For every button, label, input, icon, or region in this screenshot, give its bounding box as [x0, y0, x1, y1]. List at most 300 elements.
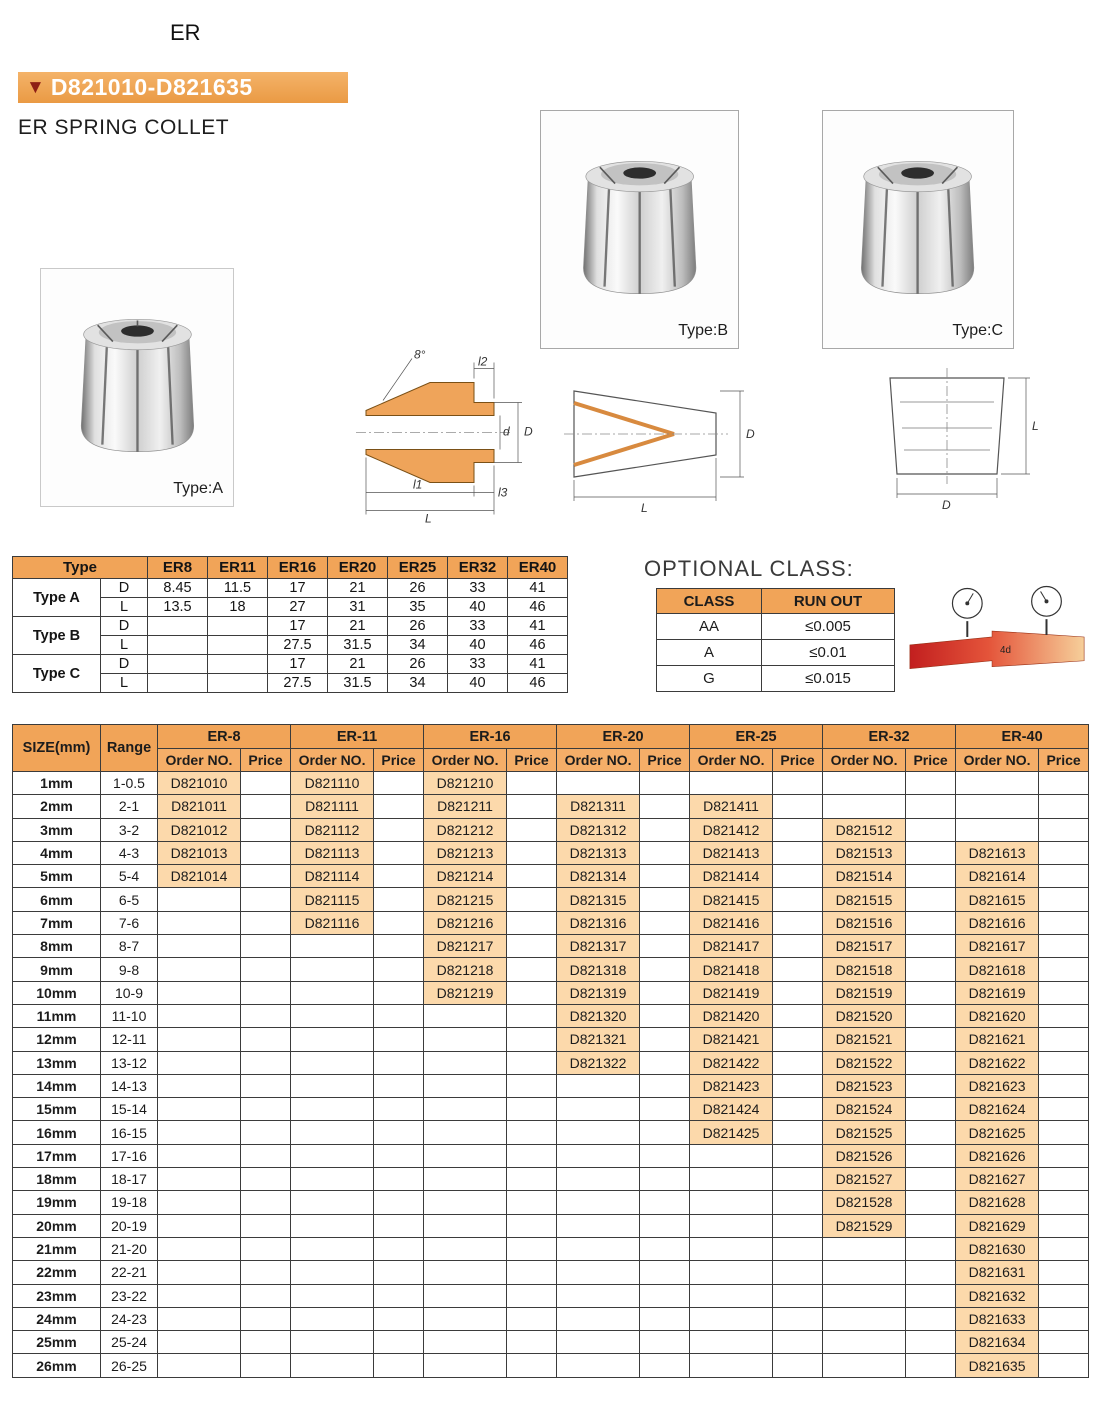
price-cell	[241, 865, 291, 888]
price-cell	[507, 1074, 557, 1097]
er8-header: ER8	[148, 557, 208, 579]
order-no-cell: D821014	[158, 865, 241, 888]
price-subheader: Price	[773, 749, 823, 772]
order-no-cell: D821425	[690, 1121, 773, 1144]
order-no-cell	[424, 1354, 507, 1377]
price-cell	[773, 841, 823, 864]
range-cell: 12-11	[101, 1028, 158, 1051]
photo-type-c	[822, 110, 1014, 349]
price-cell	[640, 1028, 690, 1051]
dim-type-label: Type A	[13, 579, 101, 617]
order-no-cell: D821519	[823, 981, 906, 1004]
order-no-cell: D821517	[823, 935, 906, 958]
size-cell: 5mm	[13, 865, 101, 888]
price-cell	[1039, 1098, 1089, 1121]
price-cell	[507, 1191, 557, 1214]
price-cell	[1039, 1028, 1089, 1051]
order-no-cell: D821620	[956, 1004, 1039, 1027]
dim-value	[208, 636, 268, 655]
order-row	[13, 841, 1089, 864]
order-no-cell	[158, 1214, 241, 1237]
price-cell	[241, 1191, 291, 1214]
price-cell	[241, 1051, 291, 1074]
order-no-cell	[291, 1098, 374, 1121]
order-no-cell: D821631	[956, 1261, 1039, 1284]
price-cell	[773, 772, 823, 795]
order-no-cell	[690, 1354, 773, 1377]
order-no-cell: D821113	[291, 841, 374, 864]
price-cell	[773, 1261, 823, 1284]
class-row	[657, 640, 895, 666]
order-no-cell	[424, 1074, 507, 1097]
price-cell	[241, 911, 291, 934]
order-no-cell: D821520	[823, 1004, 906, 1027]
size-cell: 16mm	[13, 1121, 101, 1144]
order-row	[13, 1237, 1089, 1260]
order-no-cell	[291, 1168, 374, 1191]
order-no-cell: D821615	[956, 888, 1039, 911]
order-no-cell	[158, 1028, 241, 1051]
price-cell	[906, 1237, 956, 1260]
price-cell	[640, 981, 690, 1004]
order-no-cell	[424, 1168, 507, 1191]
dim-type-label: Type C	[13, 655, 101, 693]
order-no-subheader: Order NO.	[823, 749, 906, 772]
price-cell	[1039, 1307, 1089, 1330]
order-row	[13, 1074, 1089, 1097]
price-cell	[374, 865, 424, 888]
dim-letter: D	[101, 579, 148, 598]
price-cell	[906, 888, 956, 911]
price-cell	[906, 1284, 956, 1307]
size-cell: 9mm	[13, 958, 101, 981]
order-row	[13, 1168, 1089, 1191]
order-no-cell	[291, 1121, 374, 1144]
order-no-cell: D821627	[956, 1168, 1039, 1191]
order-row	[13, 1028, 1089, 1051]
range-cell: 8-7	[101, 935, 158, 958]
size-cell: 21mm	[13, 1237, 101, 1260]
price-cell	[374, 1307, 424, 1330]
order-no-cell	[424, 1028, 507, 1051]
er-group-header: ER-16	[424, 725, 557, 749]
price-cell	[241, 1237, 291, 1260]
size-cell: 6mm	[13, 888, 101, 911]
dim-table-body	[13, 579, 568, 693]
price-cell	[773, 818, 823, 841]
profile-shape	[890, 368, 1004, 484]
price-cell	[1039, 1284, 1089, 1307]
order-no-cell: D821617	[956, 935, 1039, 958]
range-cell: 26-25	[101, 1354, 158, 1377]
order-no-cell	[690, 1144, 773, 1167]
order-no-cell: D821214	[424, 865, 507, 888]
price-cell	[1039, 841, 1089, 864]
order-no-cell	[291, 1051, 374, 1074]
price-cell	[1039, 1004, 1089, 1027]
price-cell	[640, 1214, 690, 1237]
price-cell	[507, 1051, 557, 1074]
range-cell: 17-16	[101, 1144, 158, 1167]
range-cell: 4-3	[101, 841, 158, 864]
order-no-cell: D821011	[158, 795, 241, 818]
dim-value: 11.5	[208, 579, 268, 598]
price-cell	[906, 1214, 956, 1237]
er-group-header: ER-32	[823, 725, 956, 749]
order-no-cell: D821528	[823, 1191, 906, 1214]
class-value: AA	[657, 614, 762, 640]
dim-value	[148, 617, 208, 636]
dim-value	[148, 674, 208, 693]
down-triangle-icon: ▼	[26, 77, 45, 98]
order-row	[13, 1191, 1089, 1214]
order-no-cell: D821322	[557, 1051, 640, 1074]
price-cell	[640, 911, 690, 934]
L-label: L	[641, 501, 648, 515]
price-cell	[241, 1168, 291, 1191]
angle-label: 8°	[414, 347, 426, 362]
range-cell: 24-23	[101, 1307, 158, 1330]
model-range-text: D821010-D821635	[50, 74, 253, 100]
order-no-subheader: Order NO.	[690, 749, 773, 772]
order-no-subheader: Order NO.	[291, 749, 374, 772]
order-no-cell: D821616	[956, 911, 1039, 934]
class-table-body	[657, 614, 895, 692]
price-cell	[374, 1051, 424, 1074]
order-no-subheader: Order NO.	[424, 749, 507, 772]
order-row	[13, 1307, 1089, 1330]
price-cell	[241, 795, 291, 818]
order-row	[13, 1354, 1089, 1377]
price-cell	[773, 795, 823, 818]
D-label: D	[524, 424, 533, 439]
price-cell	[507, 1214, 557, 1237]
l1-label: l1	[413, 477, 423, 492]
order-no-subheader: Order NO.	[158, 749, 241, 772]
price-cell	[640, 1144, 690, 1167]
price-cell	[374, 1098, 424, 1121]
order-no-cell	[823, 795, 906, 818]
size-cell: 24mm	[13, 1307, 101, 1330]
price-cell	[507, 1284, 557, 1307]
order-row	[13, 1098, 1089, 1121]
size-cell: 15mm	[13, 1098, 101, 1121]
order-no-cell: D821417	[690, 935, 773, 958]
price-cell	[374, 1004, 424, 1027]
order-no-cell: D821614	[956, 865, 1039, 888]
price-cell	[241, 772, 291, 795]
type-header: Type	[13, 557, 148, 579]
order-no-cell: D821411	[690, 795, 773, 818]
price-cell	[241, 1098, 291, 1121]
price-cell	[906, 935, 956, 958]
photo-caption-b: Type:B	[678, 322, 728, 339]
order-no-cell	[158, 958, 241, 981]
price-cell	[1039, 1331, 1089, 1354]
dim-value: 46	[508, 598, 568, 617]
price-cell	[507, 1261, 557, 1284]
range-cell: 18-17	[101, 1168, 158, 1191]
order-no-cell	[158, 1074, 241, 1097]
price-cell	[241, 1121, 291, 1144]
order-no-cell: D821624	[956, 1098, 1039, 1121]
size-cell: 25mm	[13, 1331, 101, 1354]
price-cell	[906, 818, 956, 841]
dim-value: 33	[448, 655, 508, 674]
runout-value: ≤0.015	[762, 666, 895, 692]
price-cell	[906, 1121, 956, 1144]
dim-value	[208, 655, 268, 674]
price-cell	[241, 1331, 291, 1354]
price-cell	[374, 1261, 424, 1284]
price-cell	[507, 1331, 557, 1354]
price-cell	[640, 841, 690, 864]
price-cell	[374, 1028, 424, 1051]
price-cell	[507, 1307, 557, 1330]
order-row	[13, 1331, 1089, 1354]
er11-header: ER11	[208, 557, 268, 579]
order-no-cell	[291, 935, 374, 958]
order-no-cell: D821413	[690, 841, 773, 864]
range-cell: 22-21	[101, 1261, 158, 1284]
dim-value: 13.5	[148, 598, 208, 617]
price-cell	[640, 1261, 690, 1284]
dim-value: 40	[448, 674, 508, 693]
order-no-cell	[823, 1354, 906, 1377]
price-cell	[374, 911, 424, 934]
order-no-cell: D821622	[956, 1051, 1039, 1074]
price-cell	[906, 1354, 956, 1377]
er-group-header: ER-11	[291, 725, 424, 749]
price-subheader: Price	[507, 749, 557, 772]
section-drawing	[328, 320, 543, 525]
class-value: A	[657, 640, 762, 666]
size-cell: 17mm	[13, 1144, 101, 1167]
price-cell	[906, 1144, 956, 1167]
order-no-cell	[291, 1214, 374, 1237]
order-no-cell	[291, 1354, 374, 1377]
dim-value: 34	[388, 636, 448, 655]
er-group-header: ER-25	[690, 725, 823, 749]
dim-value: 21	[328, 579, 388, 598]
runout-value: ≤0.005	[762, 614, 895, 640]
L-label: L	[1032, 419, 1039, 433]
er16-header: ER16	[268, 557, 328, 579]
dim-value: 17	[268, 655, 328, 674]
price-cell	[640, 772, 690, 795]
price-cell	[1039, 1144, 1089, 1167]
price-cell	[906, 1051, 956, 1074]
price-cell	[773, 981, 823, 1004]
order-no-cell: D821217	[424, 935, 507, 958]
dim-value: 27.5	[268, 674, 328, 693]
price-cell	[773, 958, 823, 981]
price-cell	[374, 935, 424, 958]
order-no-cell	[424, 1098, 507, 1121]
collet-body	[81, 319, 193, 451]
order-no-cell	[557, 1074, 640, 1097]
dim-header-row	[13, 557, 568, 579]
dim-row	[13, 579, 568, 598]
price-cell	[374, 1191, 424, 1214]
collet-section-shape	[356, 383, 510, 483]
price-cell	[374, 1121, 424, 1144]
size-cell: 11mm	[13, 1004, 101, 1027]
order-no-cell: D821619	[956, 981, 1039, 1004]
price-cell	[1039, 1074, 1089, 1097]
price-cell	[773, 1354, 823, 1377]
price-cell	[906, 1098, 956, 1121]
dim-value: 41	[508, 617, 568, 636]
price-cell	[507, 1121, 557, 1144]
size-cell: 26mm	[13, 1354, 101, 1377]
order-table-body	[13, 772, 1089, 1378]
order-row	[13, 1214, 1089, 1237]
dim-letter: L	[101, 636, 148, 655]
order-no-cell	[557, 1098, 640, 1121]
order-no-cell: D821618	[956, 958, 1039, 981]
order-no-cell: D821424	[690, 1098, 773, 1121]
price-cell	[906, 1307, 956, 1330]
price-cell	[374, 958, 424, 981]
size-cell: 22mm	[13, 1261, 101, 1284]
price-cell	[241, 1028, 291, 1051]
price-cell	[773, 1331, 823, 1354]
dim-value: 31.5	[328, 674, 388, 693]
size-cell: 12mm	[13, 1028, 101, 1051]
price-cell	[374, 1214, 424, 1237]
range-cell: 19-18	[101, 1191, 158, 1214]
order-row	[13, 818, 1089, 841]
order-no-cell: D821416	[690, 911, 773, 934]
price-cell	[1039, 1051, 1089, 1074]
size-cell: 2mm	[13, 795, 101, 818]
order-no-cell	[690, 1237, 773, 1260]
range-cell: 1-0.5	[101, 772, 158, 795]
D-label: D	[746, 427, 755, 441]
order-no-cell: D821115	[291, 888, 374, 911]
dim-value: 33	[448, 579, 508, 598]
class-header-row	[657, 589, 895, 614]
price-cell	[640, 1331, 690, 1354]
price-cell	[241, 1307, 291, 1330]
size-cell: 14mm	[13, 1074, 101, 1097]
order-no-cell: D821215	[424, 888, 507, 911]
size-cell: 3mm	[13, 818, 101, 841]
price-cell	[507, 958, 557, 981]
price-cell	[507, 1168, 557, 1191]
order-no-cell	[158, 1261, 241, 1284]
order-no-cell	[158, 1331, 241, 1354]
price-cell	[906, 1168, 956, 1191]
class-header: CLASS	[657, 589, 762, 614]
order-no-cell: D821524	[823, 1098, 906, 1121]
er-group-header: ER-20	[557, 725, 690, 749]
price-cell	[773, 1168, 823, 1191]
price-cell	[773, 935, 823, 958]
order-no-cell	[424, 1121, 507, 1144]
order-no-cell: D821314	[557, 865, 640, 888]
order-no-cell	[690, 1261, 773, 1284]
price-subheader: Price	[241, 749, 291, 772]
price-cell	[773, 1214, 823, 1237]
order-no-cell: D821013	[158, 841, 241, 864]
order-no-cell: D821515	[823, 888, 906, 911]
price-cell	[374, 888, 424, 911]
price-cell	[507, 1028, 557, 1051]
price-subheader: Price	[1039, 749, 1089, 772]
price-cell	[773, 911, 823, 934]
order-no-cell	[557, 1354, 640, 1377]
size-cell: 23mm	[13, 1284, 101, 1307]
photo-type-a	[40, 268, 234, 507]
price-cell	[374, 1168, 424, 1191]
collet-photo-b	[553, 118, 726, 317]
er-group-header: ER-8	[158, 725, 291, 749]
size-cell: 19mm	[13, 1191, 101, 1214]
class-row	[657, 614, 895, 640]
order-row	[13, 1261, 1089, 1284]
price-cell	[1039, 1237, 1089, 1260]
dial-indicator-icon	[1032, 586, 1062, 635]
order-no-cell: D821112	[291, 818, 374, 841]
price-cell	[773, 1004, 823, 1027]
price-subheader: Price	[640, 749, 690, 772]
price-cell	[906, 1191, 956, 1214]
order-no-cell	[424, 1214, 507, 1237]
size-cell: 10mm	[13, 981, 101, 1004]
order-no-cell: D821626	[956, 1144, 1039, 1167]
order-row	[13, 958, 1089, 981]
range-cell: 20-19	[101, 1214, 158, 1237]
order-no-cell	[291, 1237, 374, 1260]
profile-shape	[564, 391, 728, 477]
order-no-cell: D821421	[690, 1028, 773, 1051]
photo-caption-c: Type:C	[952, 322, 1003, 339]
runout-diagram	[898, 575, 1096, 695]
range-cell: 15-14	[101, 1098, 158, 1121]
order-no-cell: D821526	[823, 1144, 906, 1167]
order-no-cell	[158, 981, 241, 1004]
price-cell	[773, 1144, 823, 1167]
price-cell	[773, 1307, 823, 1330]
price-cell	[507, 865, 557, 888]
price-cell	[906, 841, 956, 864]
l3-label: l3	[498, 485, 508, 500]
dim-letter: L	[101, 674, 148, 693]
price-cell	[640, 1237, 690, 1260]
price-cell	[773, 1284, 823, 1307]
price-cell	[773, 1051, 823, 1074]
price-cell	[640, 1307, 690, 1330]
order-no-cell	[291, 1074, 374, 1097]
dim-value: 40	[448, 598, 508, 617]
order-no-cell: D821219	[424, 981, 507, 1004]
price-cell	[1039, 958, 1089, 981]
order-no-cell	[158, 1004, 241, 1027]
order-no-subheader: Order NO.	[956, 749, 1039, 772]
order-no-cell: D821312	[557, 818, 640, 841]
order-no-cell	[158, 1168, 241, 1191]
range-cell: 25-24	[101, 1331, 158, 1354]
price-cell	[1039, 1214, 1089, 1237]
order-no-cell: D821621	[956, 1028, 1039, 1051]
price-cell	[906, 1261, 956, 1284]
price-cell	[1039, 818, 1089, 841]
price-cell	[241, 1354, 291, 1377]
price-cell	[906, 795, 956, 818]
price-cell	[1039, 1191, 1089, 1214]
